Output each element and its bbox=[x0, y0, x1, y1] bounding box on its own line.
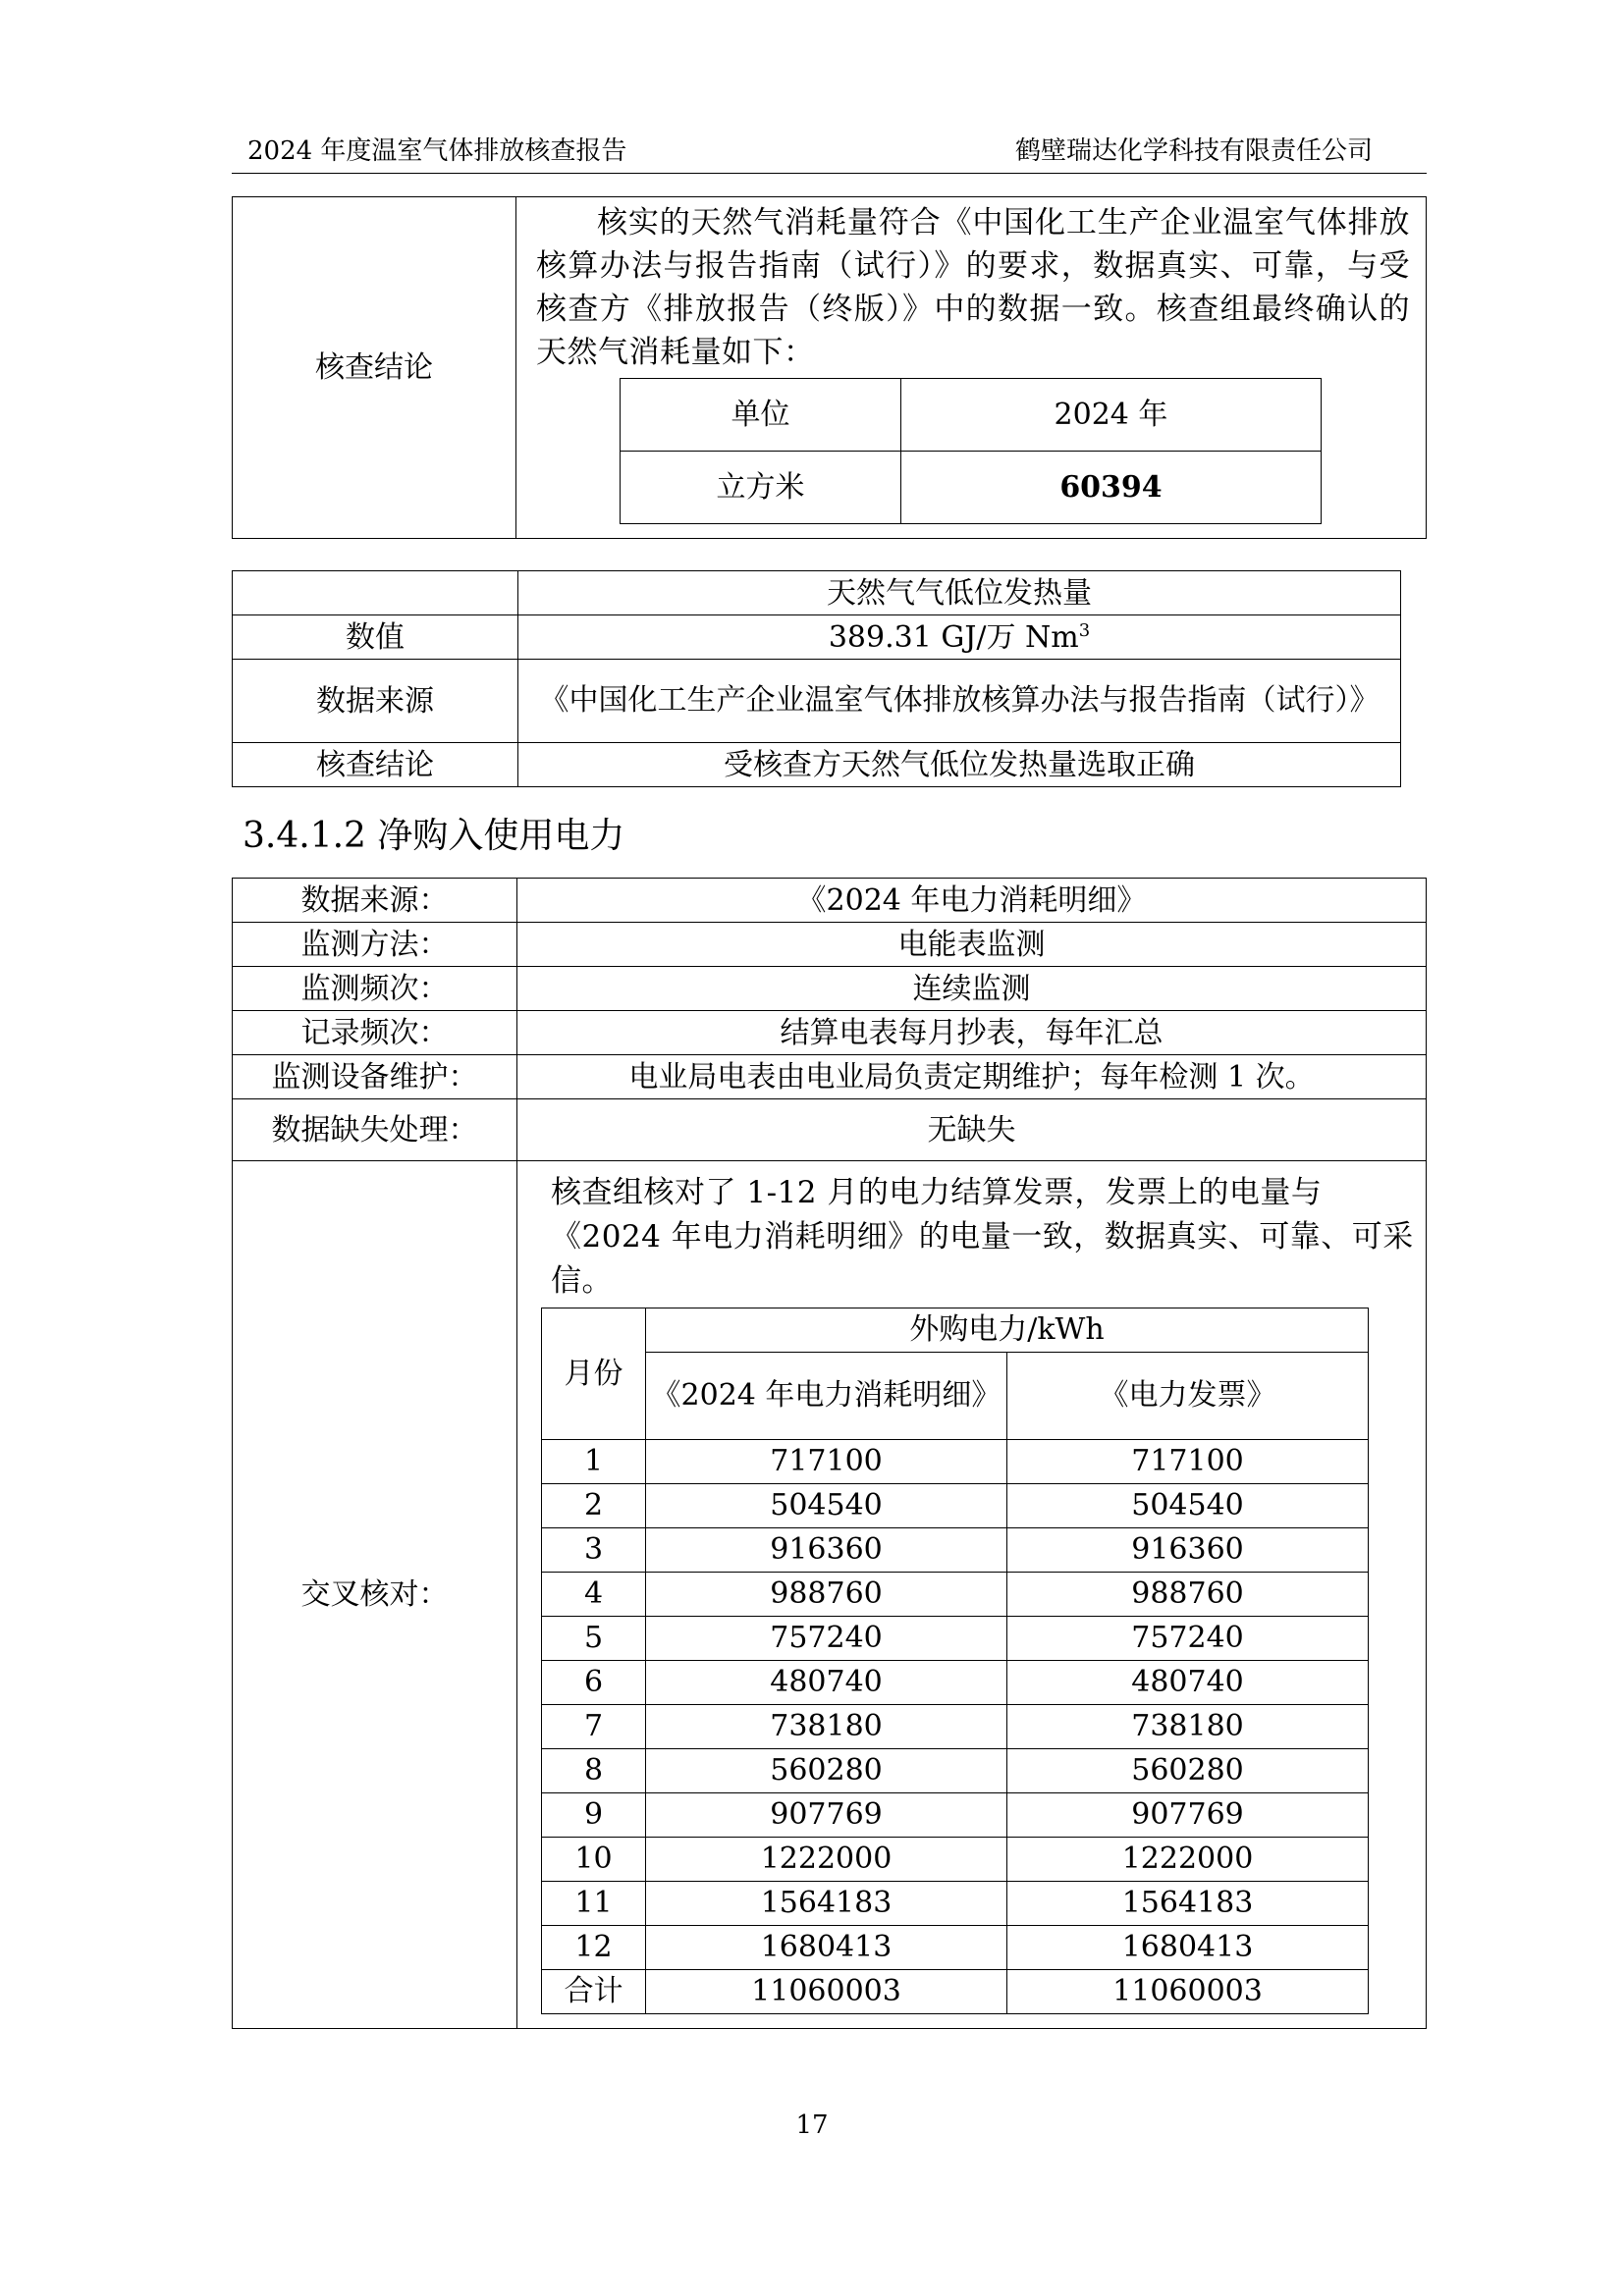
table-row bbox=[542, 1969, 1369, 2013]
monitoring-frequency-label: 监测频次： bbox=[233, 967, 517, 1011]
table-row bbox=[542, 1837, 1369, 1881]
invoice-kwh-cell: 916360 bbox=[1007, 1527, 1369, 1572]
monitoring-method-label: 监测方法： bbox=[233, 923, 517, 967]
cross-check-text: 核查组核对了 1-12 月的电力结算发票，发票上的电量与《2024 年电力消耗明细》的电量一致，数据真实、可靠、可采信。 bbox=[551, 1175, 1414, 1299]
unit-header: 单位 bbox=[621, 379, 901, 452]
maintenance-value: 电业局电表由电业局负责定期维护；每年检测 1 次。 bbox=[517, 1055, 1427, 1099]
data-source-value: 《2024 年电力消耗明细》 bbox=[517, 879, 1427, 923]
invoice-kwh-cell: 480740 bbox=[1007, 1660, 1369, 1704]
monitoring-method-value: 电能表监测 bbox=[517, 923, 1427, 967]
purchased-power-header: 外购电力/kWh bbox=[646, 1308, 1369, 1352]
ledger-column-header: 《2024 年电力消耗明细》 bbox=[646, 1352, 1007, 1439]
gas-volume-table bbox=[620, 378, 1322, 524]
table-row bbox=[542, 1925, 1369, 1969]
table-row bbox=[542, 1660, 1369, 1704]
month-cell: 9 bbox=[542, 1792, 646, 1837]
ledger-kwh-cell: 988760 bbox=[646, 1572, 1007, 1616]
month-cell: 4 bbox=[542, 1572, 646, 1616]
cross-check-cell bbox=[517, 1161, 1427, 2029]
ledger-kwh-cell: 1564183 bbox=[646, 1881, 1007, 1925]
ledger-kwh-cell: 1222000 bbox=[646, 1837, 1007, 1881]
ledger-kwh-cell: 11060003 bbox=[646, 1969, 1007, 2013]
invoice-kwh-cell: 717100 bbox=[1007, 1439, 1369, 1483]
year-header: 2024 年 bbox=[901, 379, 1322, 452]
invoice-kwh-cell: 560280 bbox=[1007, 1748, 1369, 1792]
heating-conclusion-label: 核查结论 bbox=[233, 743, 518, 787]
invoice-kwh-cell: 988760 bbox=[1007, 1572, 1369, 1616]
month-cell: 5 bbox=[542, 1616, 646, 1660]
monitoring-frequency-value: 连续监测 bbox=[517, 967, 1427, 1011]
page-number: 17 bbox=[795, 2110, 829, 2140]
heating-source-label: 数据来源 bbox=[233, 660, 518, 743]
ledger-kwh-cell: 757240 bbox=[646, 1616, 1007, 1660]
electricity-table bbox=[232, 878, 1427, 2029]
invoice-kwh-cell: 907769 bbox=[1007, 1792, 1369, 1837]
invoice-kwh-cell: 11060003 bbox=[1007, 1969, 1369, 2013]
table-row bbox=[542, 1616, 1369, 1660]
invoice-kwh-cell: 504540 bbox=[1007, 1483, 1369, 1527]
recording-frequency-label: 记录频次： bbox=[233, 1011, 517, 1055]
month-header: 月份 bbox=[542, 1308, 646, 1439]
monthly-electricity-table bbox=[541, 1308, 1369, 2014]
month-cell: 3 bbox=[542, 1527, 646, 1572]
header-rule bbox=[232, 173, 1427, 174]
table-row bbox=[542, 1881, 1369, 1925]
month-cell: 2 bbox=[542, 1483, 646, 1527]
heating-value-text: 389.31 GJ/万 Nm bbox=[828, 619, 1079, 655]
month-cell: 合计 bbox=[542, 1969, 646, 2013]
missing-data-value: 无缺失 bbox=[517, 1099, 1427, 1161]
heating-conclusion: 受核查方天然气低位发热量选取正确 bbox=[518, 743, 1401, 787]
month-cell: 11 bbox=[542, 1881, 646, 1925]
missing-data-label: 数据缺失处理： bbox=[233, 1099, 517, 1161]
gas-consumption-conclusion-table bbox=[232, 196, 1427, 539]
header-company-name: 鹤壁瑞达化学科技有限责任公司 bbox=[1014, 136, 1373, 166]
ledger-kwh-cell: 504540 bbox=[646, 1483, 1007, 1527]
table-row bbox=[542, 1483, 1369, 1527]
table-row bbox=[542, 1704, 1369, 1748]
month-cell: 8 bbox=[542, 1748, 646, 1792]
invoice-kwh-cell: 738180 bbox=[1007, 1704, 1369, 1748]
header-report-title: 2024 年度温室气体排放核查报告 bbox=[247, 136, 627, 166]
table-row bbox=[542, 1439, 1369, 1483]
month-cell: 7 bbox=[542, 1704, 646, 1748]
recording-frequency-value: 结算电表每月抄表，每年汇总 bbox=[517, 1011, 1427, 1055]
month-cell: 6 bbox=[542, 1660, 646, 1704]
invoice-kwh-cell: 1222000 bbox=[1007, 1837, 1369, 1881]
invoice-column-header: 《电力发票》 bbox=[1007, 1352, 1369, 1439]
ledger-kwh-cell: 916360 bbox=[646, 1527, 1007, 1572]
ledger-kwh-cell: 1680413 bbox=[646, 1925, 1007, 1969]
invoice-kwh-cell: 1680413 bbox=[1007, 1925, 1369, 1969]
table-row bbox=[542, 1792, 1369, 1837]
heating-value-table bbox=[232, 570, 1401, 787]
data-source-label: 数据来源： bbox=[233, 879, 517, 923]
ledger-kwh-cell: 560280 bbox=[646, 1748, 1007, 1792]
table-row bbox=[542, 1527, 1369, 1572]
invoice-kwh-cell: 1564183 bbox=[1007, 1881, 1369, 1925]
ledger-kwh-cell: 907769 bbox=[646, 1792, 1007, 1837]
month-cell: 10 bbox=[542, 1837, 646, 1881]
heating-source: 《中国化工生产企业温室气体排放核算办法与报告指南（试行）》 bbox=[518, 660, 1401, 743]
conclusion-cell bbox=[516, 197, 1427, 539]
heating-value-sup: 3 bbox=[1078, 619, 1091, 641]
heating-title-blank bbox=[233, 571, 518, 615]
month-cell: 12 bbox=[542, 1925, 646, 1969]
heating-value-label: 数值 bbox=[233, 615, 518, 660]
heating-value bbox=[518, 615, 1401, 660]
invoice-kwh-cell: 757240 bbox=[1007, 1616, 1369, 1660]
cross-check-label: 交叉核对： bbox=[233, 1161, 517, 2029]
ledger-kwh-cell: 738180 bbox=[646, 1704, 1007, 1748]
conclusion-text: 核实的天然气消耗量符合《中国化工生产企业温室气体排放核算办法与报告指南（试行）》的要求，数据真实、可靠，与受核查方《排放报告（终版）》中的数据一致。核查组最终确认的天然气消耗量如下： bbox=[536, 205, 1410, 371]
month-cell: 1 bbox=[542, 1439, 646, 1483]
unit-value: 立方米 bbox=[621, 452, 901, 524]
maintenance-label: 监测设备维护： bbox=[233, 1055, 517, 1099]
conclusion-label: 核查结论 bbox=[233, 197, 516, 539]
table-row bbox=[542, 1572, 1369, 1616]
ledger-kwh-cell: 717100 bbox=[646, 1439, 1007, 1483]
ledger-kwh-cell: 480740 bbox=[646, 1660, 1007, 1704]
gas-volume-value: 60394 bbox=[901, 452, 1322, 524]
table-row bbox=[542, 1748, 1369, 1792]
heating-title: 天然气气低位发热量 bbox=[518, 571, 1401, 615]
section-heading: 3.4.1.2 净购入使用电力 bbox=[243, 816, 625, 856]
